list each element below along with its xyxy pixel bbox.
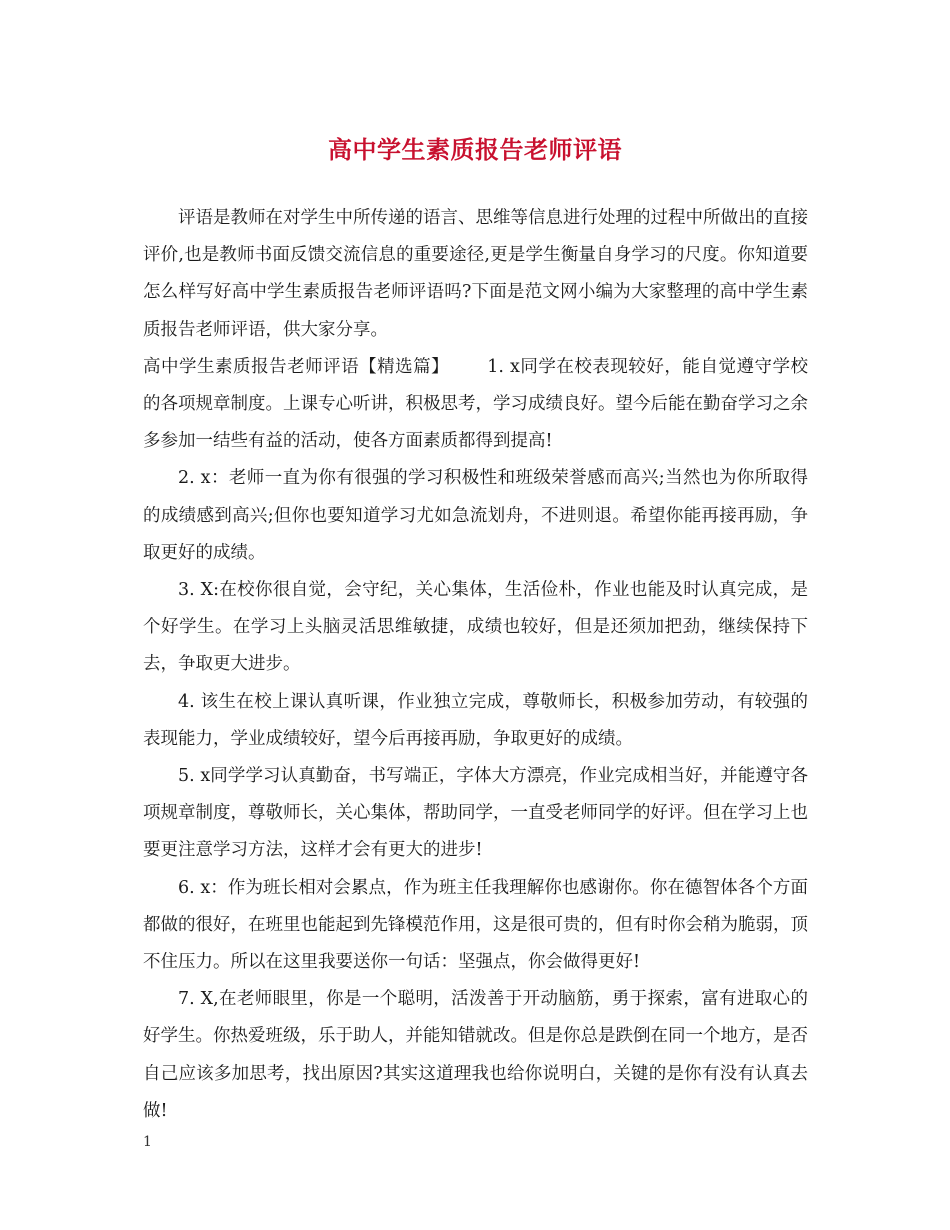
comment-7: 7. X,在老师眼里，你是一个聪明，活泼善于开动脑筋，勇于探索，富有进取心的好学生。你热爱班级，乐于助人，并能知错就改。但是你总是跌倒在同一个地方，是否自己应该多加思考，找出原因?其实这道理我也给你说明白，关键的是你有没有认真去做! bbox=[143, 989, 808, 1121]
section-paragraph bbox=[143, 349, 808, 461]
comment-5: 5. x同学学习认真勤奋，书写端正，字体大方漂亮，作业完成相当好，并能遵守各项规章制度，尊敬师长，关心集体，帮助同学，一直受老师同学的好评。但在学习上也要更注意学习方法，这样才会有更大的进步! bbox=[143, 766, 808, 861]
page-number: 1 bbox=[143, 1134, 152, 1150]
section-heading: 高中学生素质报告老师评语【精选篇】 bbox=[143, 356, 450, 377]
intro-paragraph: 评语是教师在对学生中所传递的语言、思维等信息进行处理的过程中所做出的直接评价,也是教师书面反馈交流信息的重要途径,更是学生衡量自身学习的尺度。你知道要怎么样写好高中学生素质报告老师评语吗?下面是范文网小编为大家整理的高中学生素质报告老师评语，供大家分享。 bbox=[143, 208, 808, 340]
comment-2: 2. x：老师一直为你有很强的学习积极性和班级荣誉感而高兴;当然也为你所取得的成绩感到高兴;但你也要知道学习尤如急流划舟，不进则退。希望你能再接再励，争取更好的成绩。 bbox=[143, 468, 808, 563]
comment-6: 6. x：作为班长相对会累点，作为班主任我理解你也感谢你。你在德智体各个方面都做的很好，在班里也能起到先锋模范作用，这是很可贵的，但有时你会稍为脆弱，顶不住压力。所以在这里我要送你一句话：坚强点，你会做得更好! bbox=[143, 877, 808, 973]
document-body bbox=[143, 200, 808, 1130]
comment-1: 1. x同学在校表现较好，能自觉遵守学校的各项规章制度。上课专心听讲，积极思考，学习成绩良好。望今后能在勤奋学习之余多参加一结些有益的活动，使各方面素质都得到提高! bbox=[143, 356, 808, 452]
document-title: 高中学生素质报告老师评语 bbox=[328, 135, 622, 164]
comment-3: 3. X:在校你很自觉，会守纪，关心集体，生活俭朴，作业也能及时认真完成，是个好学生。在学习上头脑灵活思维敏捷，成绩也较好，但是还须加把劲，继续保持下去，争取更大进步。 bbox=[143, 580, 808, 675]
comment-4: 4. 该生在校上课认真听课，作业独立完成，尊敬师长，积极参加劳动，有较强的表现能力，学业成绩较好，望今后再接再励，争取更好的成绩。 bbox=[143, 691, 808, 749]
